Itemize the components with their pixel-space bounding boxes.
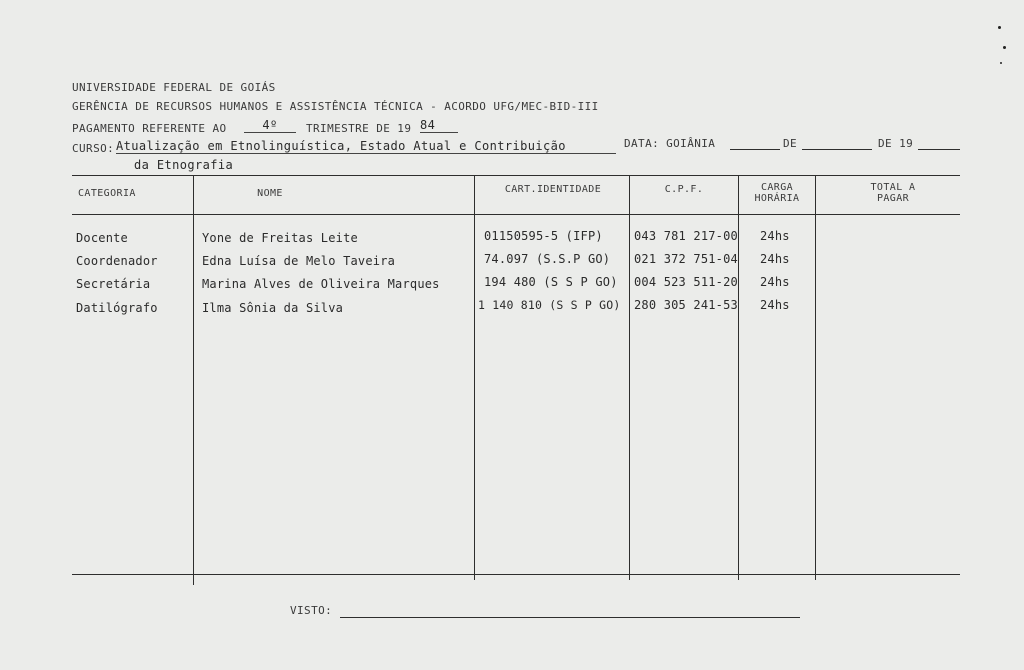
course-label: CURSO: bbox=[72, 142, 115, 155]
table-row-categoria: Coordenador bbox=[76, 254, 158, 268]
table-row-cart: 1 140 810 (S S P GO) bbox=[478, 298, 621, 312]
table-row-cpf: 280 305 241-53 bbox=[634, 298, 738, 312]
table-top-border bbox=[72, 175, 960, 176]
visto-label: VISTO: bbox=[290, 604, 333, 617]
table-row-carga: 24hs bbox=[760, 275, 790, 289]
payment-reference-label: PAGAMENTO REFERENTE AO bbox=[72, 122, 227, 135]
year-value[interactable]: 84 bbox=[420, 118, 458, 133]
table-row-cart: 194 480 (S S P GO) bbox=[484, 275, 618, 289]
header-categoria: CATEGORIA bbox=[78, 188, 136, 199]
column-divider bbox=[815, 175, 816, 580]
table-row-nome: Yone de Freitas Leite bbox=[202, 231, 358, 245]
date-de-label: DE bbox=[783, 137, 798, 150]
table-row-cart: 74.097 (S.S.P GO) bbox=[484, 252, 611, 266]
department-line: GERÊNCIA DE RECURSOS HUMANOS E ASSISTÊNCIA TÉCNICA - ACORDO UFG/MEC-BID-III bbox=[72, 100, 599, 113]
course-value[interactable]: Atualização em Etnolinguística, Estado Atual e Contribuição bbox=[116, 139, 616, 154]
course-value-continued: da Etnografia bbox=[134, 158, 234, 172]
paper-speck bbox=[1000, 62, 1002, 64]
date-day-line[interactable] bbox=[730, 149, 780, 150]
table-row-categoria: Secretária bbox=[76, 277, 151, 291]
table-row-nome: Marina Alves de Oliveira Marques bbox=[202, 277, 440, 291]
column-divider bbox=[629, 175, 630, 580]
table-row-cpf: 021 372 751-04 bbox=[634, 252, 738, 266]
column-divider bbox=[738, 175, 739, 580]
table-row-carga: 24hs bbox=[760, 252, 790, 266]
header-cpf: C.P.F. bbox=[664, 184, 704, 195]
table-row-nome: Ilma Sônia da Silva bbox=[202, 301, 344, 315]
column-divider bbox=[474, 175, 475, 580]
table-header-border bbox=[72, 214, 960, 215]
table-row-categoria: Datilógrafo bbox=[76, 301, 158, 315]
trimester-label: TRIMESTRE DE 19 bbox=[306, 122, 412, 135]
visto-signature-line[interactable] bbox=[340, 617, 800, 618]
table-row-cpf: 043 781 217-00 bbox=[634, 229, 738, 243]
table-row-categoria: Docente bbox=[76, 231, 128, 245]
date-year-label: DE 19 bbox=[878, 137, 914, 150]
table-bottom-border bbox=[72, 574, 960, 575]
paper-speck bbox=[1003, 46, 1006, 49]
date-label: DATA: GOIÂNIA bbox=[624, 137, 716, 150]
header-carga-horaria: CARGA HORÁRIA bbox=[754, 182, 800, 204]
table-row-nome: Edna Luísa de Melo Taveira bbox=[202, 254, 396, 268]
paper-speck bbox=[998, 26, 1001, 29]
header-nome: NOME bbox=[257, 188, 283, 199]
date-year-line[interactable] bbox=[918, 149, 960, 150]
header-cart-identidade: CART.IDENTIDADE bbox=[504, 184, 602, 195]
table-row-carga: 24hs bbox=[760, 229, 790, 243]
header-total-a-pagar: TOTAL A PAGAR bbox=[870, 182, 916, 204]
column-divider bbox=[193, 175, 194, 585]
table-row-cart: 01150595-5 (IFP) bbox=[484, 229, 603, 243]
quarter-value[interactable]: 4º bbox=[244, 118, 296, 133]
university-name: UNIVERSIDADE FEDERAL DE GOIÁS bbox=[72, 81, 276, 94]
table-row-carga: 24hs bbox=[760, 298, 790, 312]
date-month-line[interactable] bbox=[802, 149, 872, 150]
table-row-cpf: 004 523 511-20 bbox=[634, 275, 738, 289]
